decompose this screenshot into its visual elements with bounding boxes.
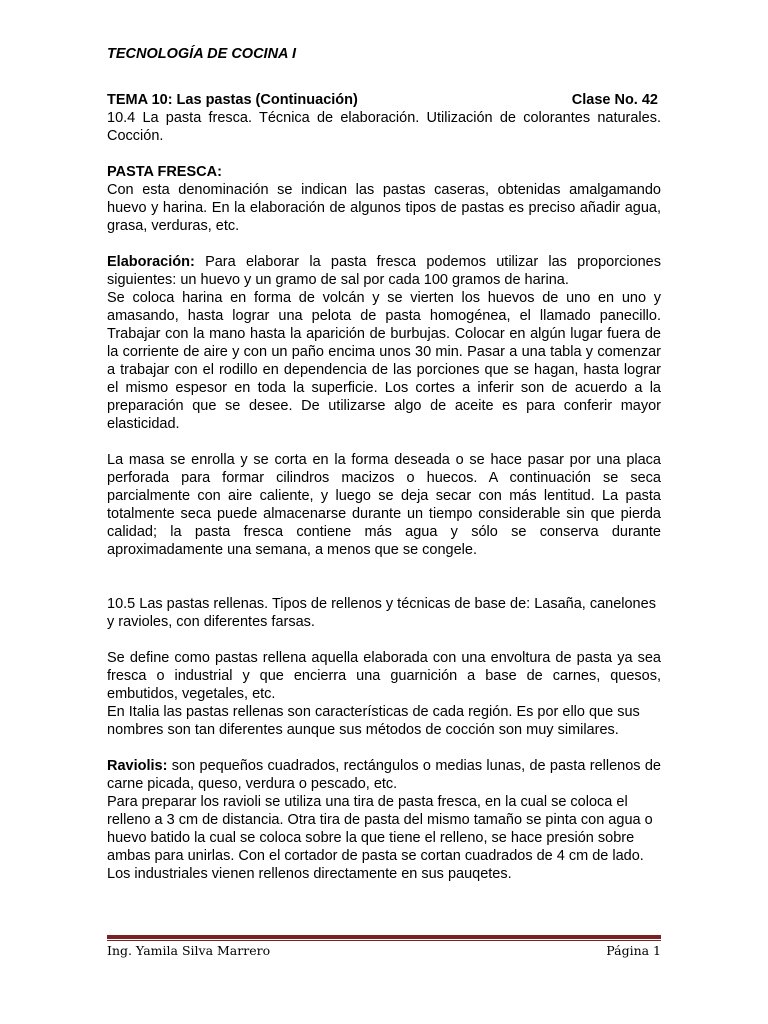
paragraph-masa: La masa se enrolla y se corta en la forma deseada o se hace pasar por una placa perforada para formar cilindros macizos o huecos. A continuación se seca parcialmente con aire caliente, y luego se deja secar con más lentitud. La pasta totalmente seca puede almacenarse durante un tiempo considerable sin que pierda calidad; la pasta fresca contiene más agua y sólo se conserva durante aproximadamente una semana, a menos que se congele.	[107, 452, 661, 558]
paragraph-raviolis	[107, 757, 661, 793]
label-elaboracion: Elaboración:	[107, 254, 195, 270]
paragraph-rellenas-definition: Se define como pastas rellena aquella elaborada con una envoltura de pasta ya sea fresca o industrial y que encierra una guarnición a base de carnes, quesos, embutidos, vegetales, etc.	[107, 650, 661, 702]
footer-page-number: Página 1	[606, 943, 661, 958]
text-raviolis: son pequeños cuadrados, rectángulos o medias lunas, de pasta rellenos de carne picada, queso, verdura o pescado, etc.	[107, 758, 661, 792]
text-elaboracion: Para elaborar la pasta fresca podemos utilizar las proporciones siguientes: un huevo y un gramo de sal por cada 100 gramos de harina.	[107, 254, 661, 288]
paragraph-pasta-fresca-intro: Con esta denominación se indican las pastas caseras, obtenidas amalgamando huevo y harina. En la elaboración de algunos tipos de pastas es preciso añadir agua, grasa, verduras, etc.	[107, 182, 661, 234]
topic-title: TEMA 10: Las pastas (Continuación)	[107, 92, 358, 108]
paragraph-rellenas-italia: En Italia las pastas rellenas son características de cada región. Es por ello que sus nombres son tan diferentes aunque sus métodos de cocción son muy similares.	[107, 704, 640, 738]
subtitle-pastas-rellenas: 10.5 Las pastas rellenas. Tipos de rellenos y técnicas de base de: Lasaña, canelones y ravioles, con diferentes farsas.	[107, 596, 656, 630]
footer-rule	[107, 935, 661, 939]
paragraph-raviolis-preparation: Para preparar los ravioli se utiliza una tira de pasta fresca, en la cual se coloca el relleno a 3 cm de distancia. Otra tira de pasta del mismo tamaño se pinta con agua o huevo batido la cual se coloca sobre la que tiene el relleno, se hace presión sobre ambas para unirlas. Con el cortador de pasta se cortan cuadrados de 4 cm de lado. Los industriales vienen rellenos directamente en sus pauqetes.	[107, 794, 653, 882]
document-title: TECNOLOGÍA DE COCINA I	[107, 46, 297, 62]
paragraph-elaboracion-steps: Se coloca harina en forma de volcán y se vierten los huevos de uno en uno y amasando, hasta lograr una pelota de pasta homogénea, el llamado panecillo. Trabajar con la mano hasta la aparición de burbujas. Colocar en algún lugar fuera de la corriente de aire y con un paño encima unos 30 min. Pasar a una tabla y comenzar a trabajar con el rodillo en dependencia de las porciones que se hagan, hasta lograr el mismo espesor en toda la superficie. Los cortes a inferir son de acuerdo a la preparación que se desee. De utilizarse algo de aceite es para conferir mayor elasticidad.	[107, 290, 661, 432]
document-body	[107, 91, 661, 883]
footer-rule-thin	[107, 940, 661, 941]
paragraph-elaboracion	[107, 253, 661, 289]
page-footer	[107, 943, 661, 959]
label-raviolis: Raviolis:	[107, 758, 168, 774]
topic-subtitle: 10.4 La pasta fresca. Técnica de elaboración. Utilización de colorantes naturales. Cocción.	[107, 110, 661, 144]
section-heading-pasta-fresca: PASTA FRESCA:	[107, 164, 222, 180]
footer-author: Ing. Yamila Silva Marrero	[107, 943, 271, 958]
topic-row	[107, 91, 661, 109]
class-number: Clase No. 42	[571, 92, 658, 108]
